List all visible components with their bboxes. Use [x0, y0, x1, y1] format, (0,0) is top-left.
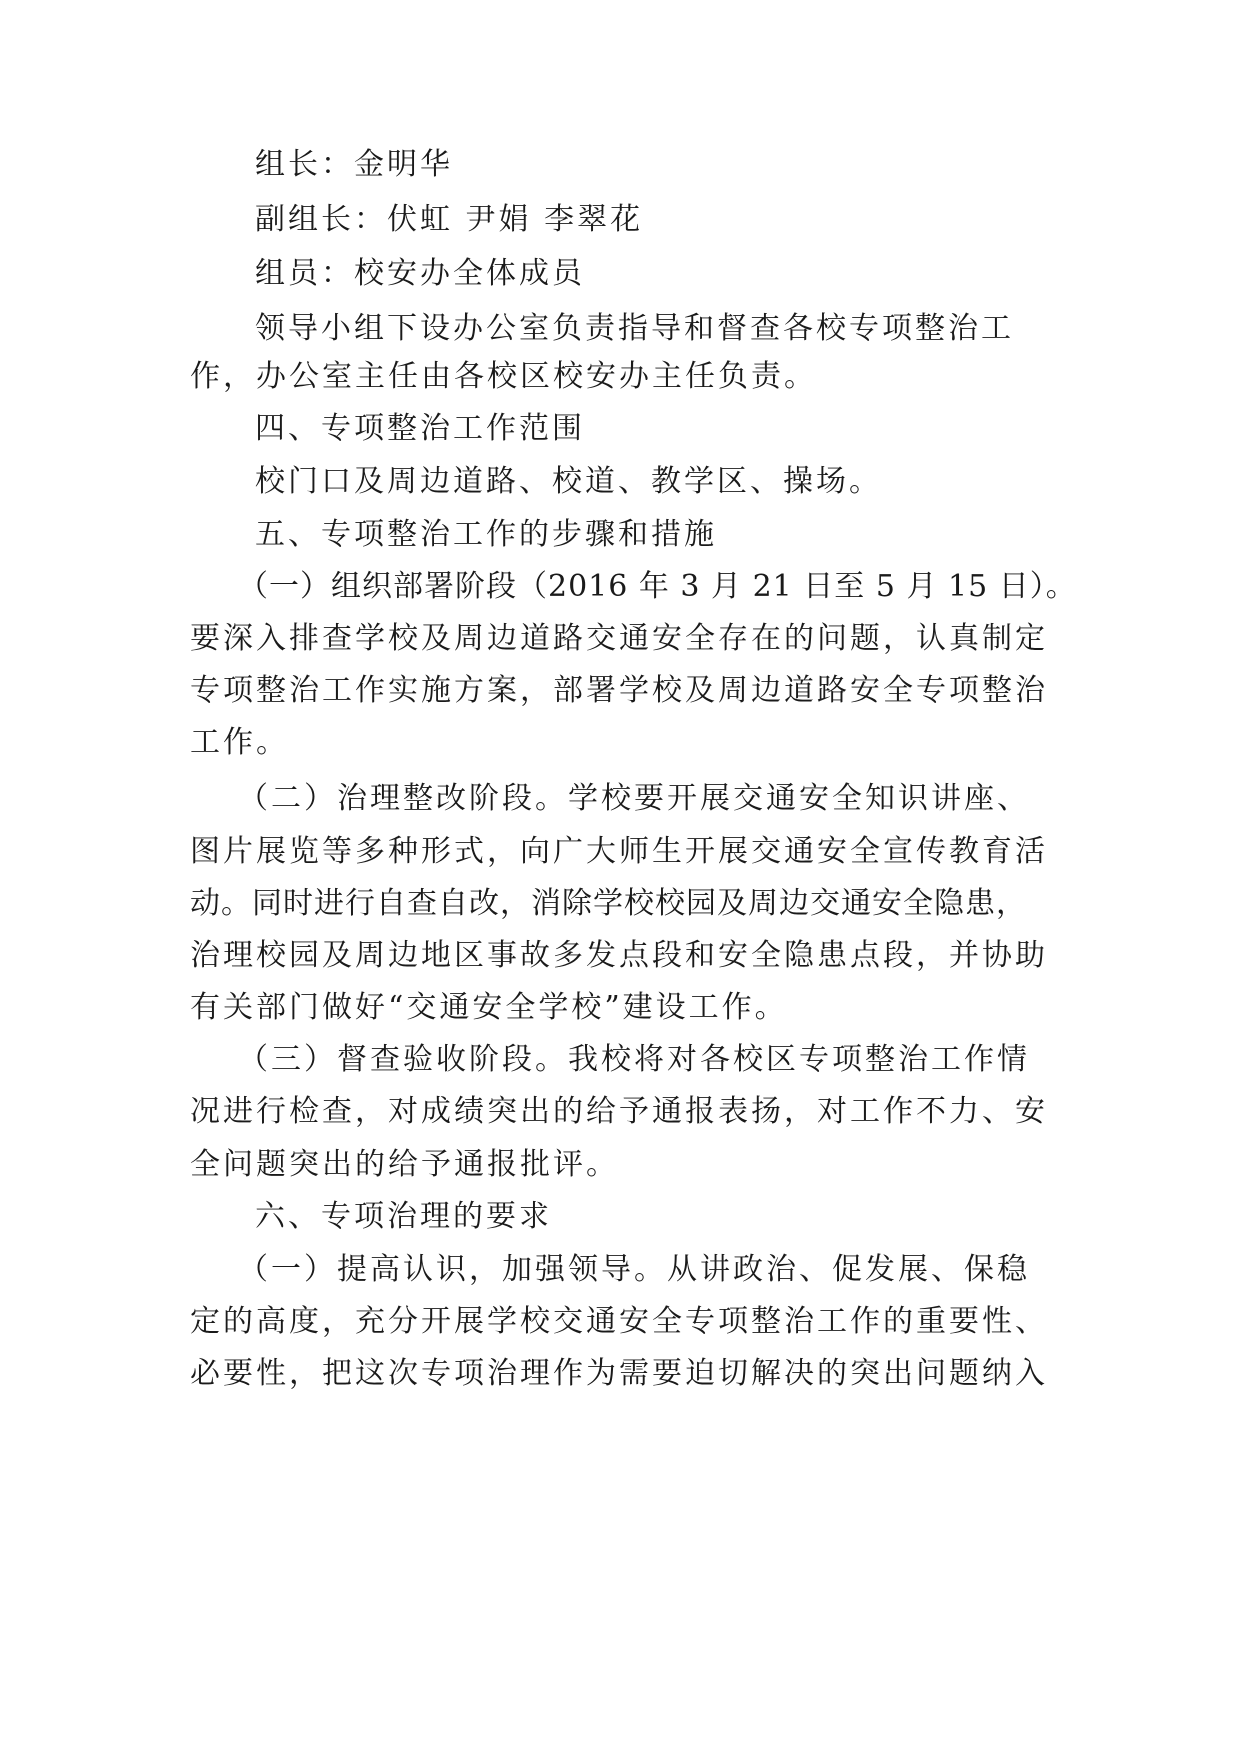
text-line: 副组长：伏虹 尹娟 李翠花: [255, 202, 644, 237]
text-line: 全问题突出的给予通报批评。: [190, 1147, 619, 1182]
text-line: 必要性，把这次专项治理作为需要迫切解决的突出问题纳入: [190, 1356, 1048, 1391]
text-line: 有关部门做好“交通安全学校”建设工作。: [190, 990, 788, 1025]
text-line: 动。同时进行自查自改，消除学校校园及周边交通安全隐患，: [190, 886, 1027, 921]
text-line: 组员：校安办全体成员: [255, 256, 585, 291]
text-line: 校门口及周边道路、校道、教学区、操场。: [255, 464, 882, 499]
text-line: 治理校园及周边地区事故多发点段和安全隐患点段，并协助: [190, 938, 1048, 973]
text-line: （三）督查验收阶段。我校将对各校区专项整治工作情: [238, 1042, 1030, 1077]
text-line: 工作。: [190, 725, 289, 760]
text-line: 况进行检查，对成绩突出的给予通报表扬，对工作不力、安: [190, 1094, 1048, 1129]
text-line: 专项整治工作实施方案，部署学校及周边道路安全专项整治: [190, 673, 1048, 708]
text-line: （一）提高认识，加强领导。从讲政治、促发展、保稳: [238, 1252, 1030, 1287]
text-line: 要深入排查学校及周边道路交通安全存在的问题，认真制定: [190, 621, 1048, 656]
text-line: 作，办公室主任由各校区校安办主任负责。: [190, 359, 817, 394]
text-line: （二）治理整改阶段。学校要开展交通安全知识讲座、: [238, 781, 1030, 816]
section-heading: 六、专项治理的要求: [255, 1199, 552, 1234]
text-line: 定的高度，充分开展学校交通安全专项整治工作的重要性、: [190, 1304, 1048, 1339]
text-line: 组长：金明华: [255, 147, 453, 182]
text-line: （一）组织部署阶段（2016 年 3 月 21 日至 5 月 15 日）。: [238, 569, 1077, 604]
text-line: 领导小组下设办公室负责指导和督查各校专项整治工: [255, 311, 1014, 346]
section-heading: 五、专项整治工作的步骤和措施: [255, 517, 717, 552]
text-line: 图片展览等多种形式，向广大师生开展交通安全宣传教育活: [190, 834, 1048, 869]
section-heading: 四、专项整治工作范围: [255, 411, 585, 446]
